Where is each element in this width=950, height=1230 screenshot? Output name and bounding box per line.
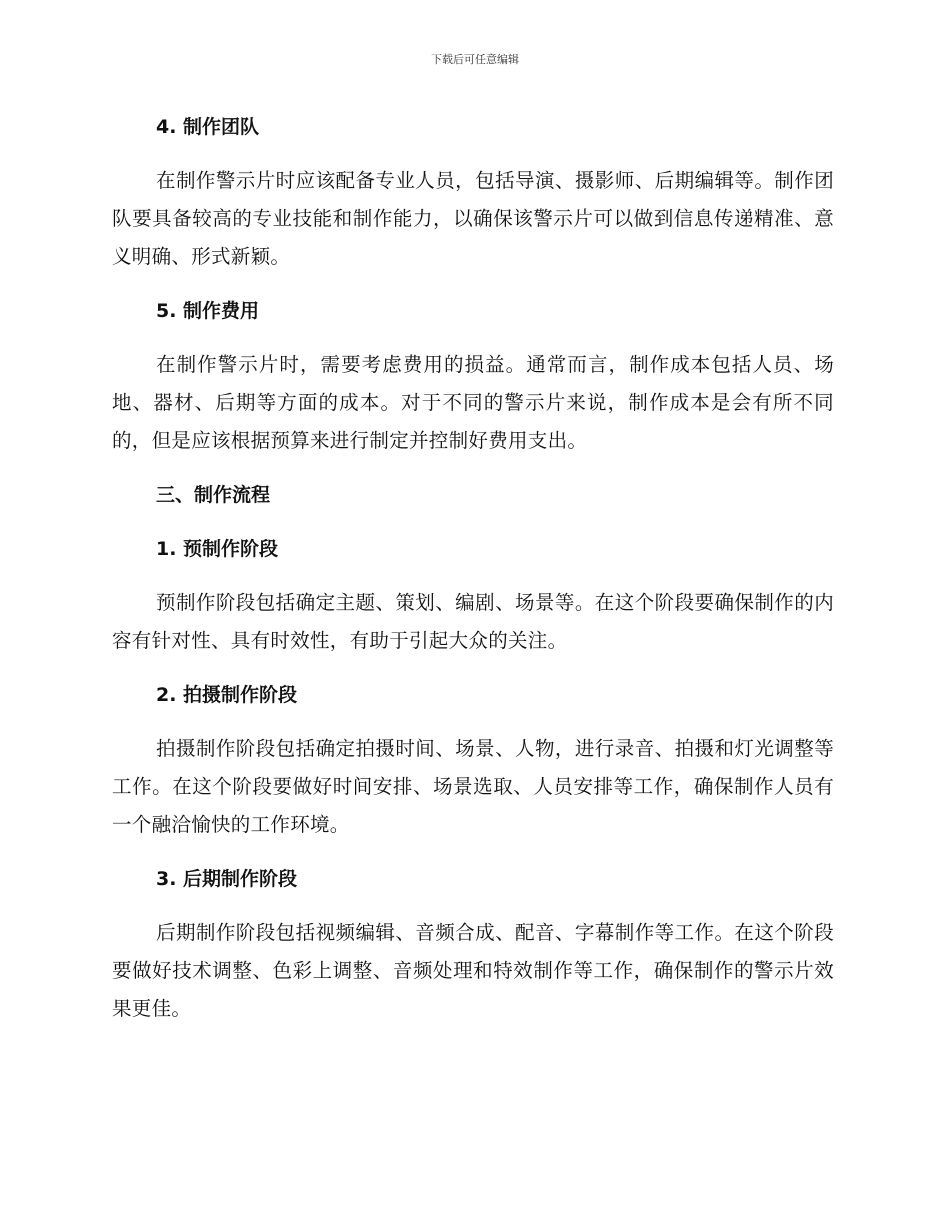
section-paragraph-postproduction: 后期制作阶段包括视频编辑、音频合成、配音、字幕制作等工作。在这个阶段要做好技术调整、色彩上调整、音频处理和特效制作等工作，确保制作的警示片效果更佳。 bbox=[112, 921, 834, 1020]
document-body bbox=[112, 108, 834, 1044]
section-heading-shooting: 2. 拍摄制作阶段 bbox=[156, 684, 298, 706]
page-header: 下载后可任意编辑 bbox=[431, 53, 519, 66]
section-paragraph-preproduction: 预制作阶段包括确定主题、策划、编剧、场景等。在这个阶段要确保制作的内容有针对性、具有时效性，有助于引起大众的关注。 bbox=[112, 591, 834, 652]
section-heading-cost: 5. 制作费用 bbox=[156, 300, 260, 322]
section-paragraph-cost: 在制作警示片时，需要考虑费用的损益。通常而言，制作成本包括人员、场地、器材、后期等方面的成本。对于不同的警示片来说，制作成本是会有所不同的，但是应该根据预算来进行制定并控制好费用支出。 bbox=[112, 353, 834, 452]
section-heading-preproduction: 1. 预制作阶段 bbox=[156, 538, 279, 560]
chapter-heading-process: 三、制作流程 bbox=[156, 484, 271, 506]
section-heading-postproduction: 3. 后期制作阶段 bbox=[156, 868, 298, 890]
section-paragraph-shooting: 拍摄制作阶段包括确定拍摄时间、场景、人物，进行录音、拍摄和灯光调整等工作。在这个阶段要做好时间安排、场景选取、人员安排等工作，确保制作人员有一个融洽愉快的工作环境。 bbox=[112, 737, 834, 836]
section-heading-team: 4. 制作团队 bbox=[156, 116, 260, 138]
section-paragraph-team: 在制作警示片时应该配备专业人员，包括导演、摄影师、后期编辑等。制作团队要具备较高的专业技能和制作能力，以确保该警示片可以做到信息传递精准、意义明确、形式新颖。 bbox=[112, 169, 834, 268]
